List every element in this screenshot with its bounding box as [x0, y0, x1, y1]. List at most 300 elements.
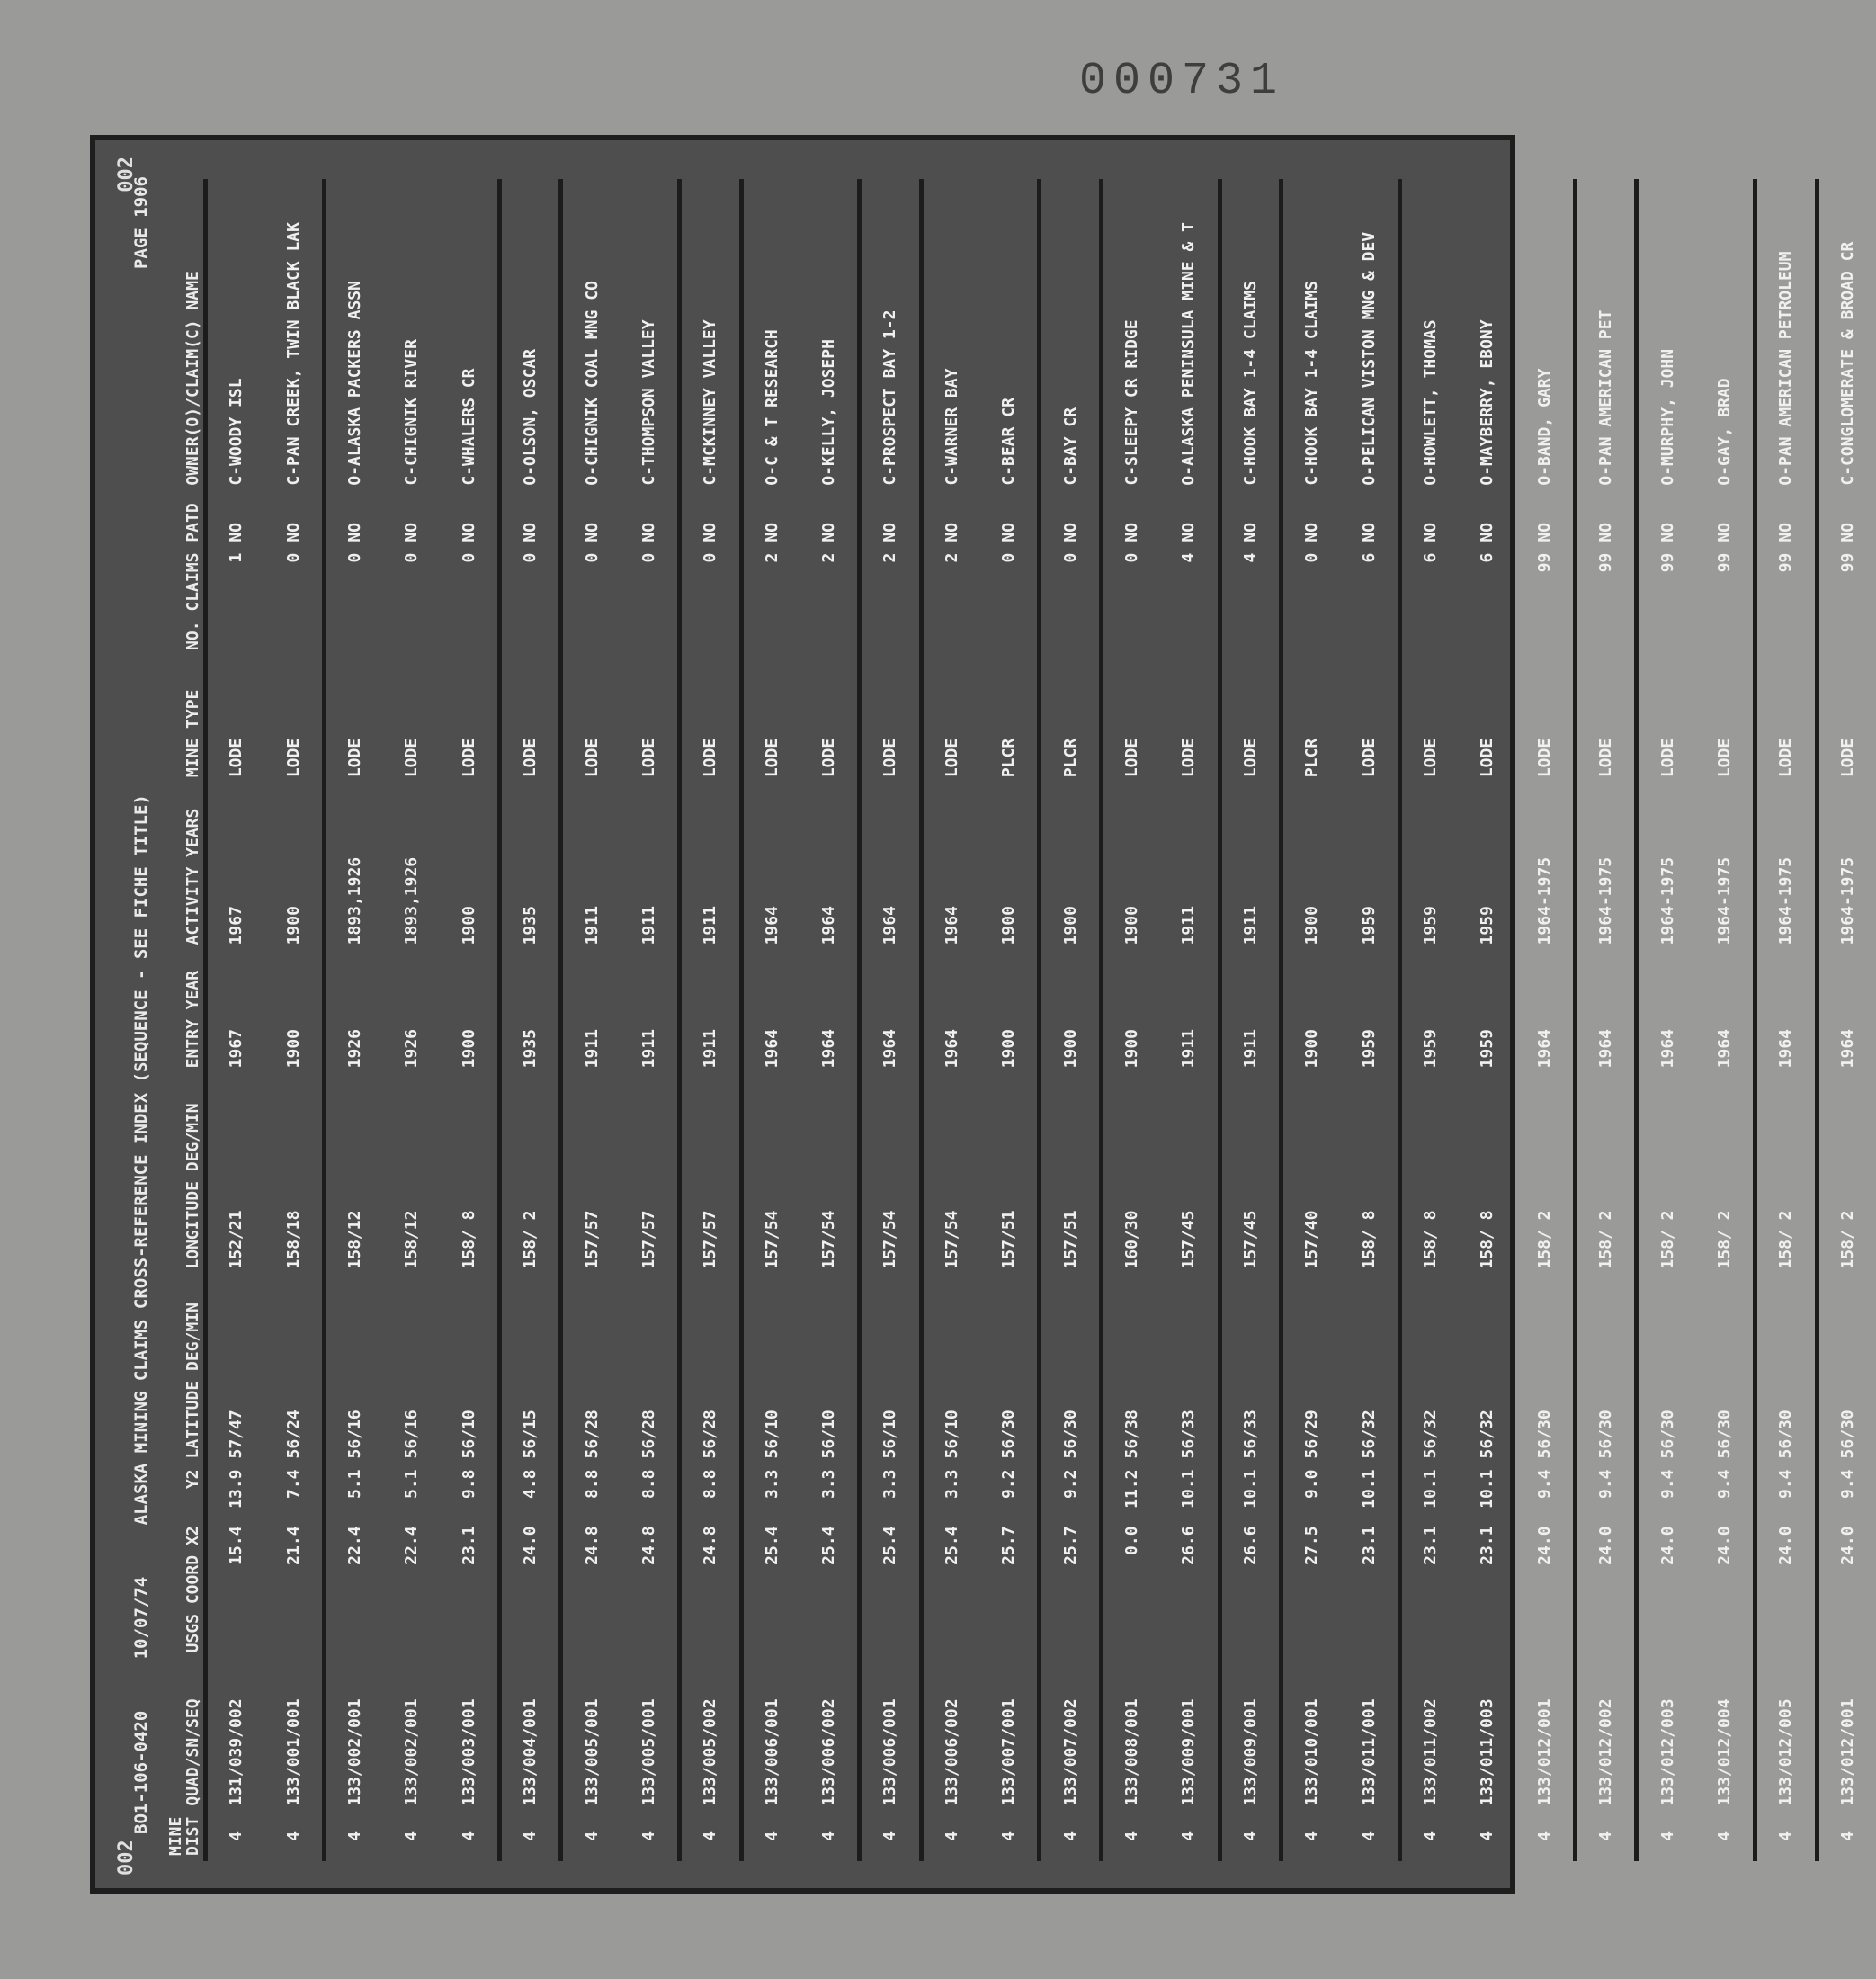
cell-mine-dist: 4: [499, 1812, 560, 1861]
cell-patd: NO: [942, 522, 961, 542]
cell-name: O-OLSON, OSCAR: [499, 179, 560, 491]
cell-x2: 15.4: [227, 1526, 246, 1565]
cell-quad: 133/012/002: [1575, 1677, 1636, 1811]
cell-name: C-PAN CREEK, TWIN BLACK LAK: [264, 179, 324, 491]
frame-number-right: 002: [115, 157, 138, 193]
col-usgs-x2: USGS COORD X2: [165, 1520, 206, 1677]
cell-latitude: 56/10: [762, 1410, 782, 1459]
cell-y2: 9.4: [1575, 1464, 1636, 1520]
cell-name: O-ALASKA PACKERS ASSN: [344, 281, 364, 486]
cell-entry-year: 1964: [1516, 950, 1576, 1073]
cell-no-claims: 6: [1478, 552, 1497, 563]
cell-activity-years: 1900: [264, 783, 324, 950]
table-row: [980, 179, 1040, 1861]
cell-entry-year: 1964: [1696, 950, 1755, 1073]
cell-quad: 133/010/001: [1302, 1698, 1322, 1806]
cell-quad: 133/005/001: [582, 1698, 602, 1806]
table-row: [621, 179, 680, 1861]
cell-mine-dist: 4: [264, 1812, 324, 1861]
cell-mine-dist: 4: [800, 1812, 860, 1861]
table-row: [324, 179, 383, 1861]
cell-y2: 8.8: [621, 1464, 680, 1520]
cell-no-claims: 4: [1160, 548, 1219, 671]
cell-no-claims: 0: [499, 548, 560, 671]
cell-name: C-SLEEPY CR RIDGE: [1122, 319, 1142, 486]
cell-y2: 8.8: [680, 1464, 741, 1520]
cell-patd: NO: [582, 522, 602, 542]
cell-mine-type: LODE: [942, 738, 961, 778]
table-row: [264, 179, 324, 1861]
cell-name: C-WOODY ISL: [227, 378, 246, 486]
cell-quad: 133/011/003: [1478, 1698, 1497, 1806]
cell-longitude: 158/ 8: [441, 1073, 500, 1274]
cell-mine-dist: 4: [1755, 1812, 1817, 1861]
cell-latitude: 56/29: [1302, 1410, 1322, 1459]
cell-mine-type: LODE: [1755, 671, 1817, 784]
cell-activity-years: 1911: [1160, 783, 1219, 950]
cell-mine-type: PLCR: [1040, 671, 1101, 784]
cell-longitude: 157/40: [1302, 1210, 1322, 1269]
cell-mine-type: LODE: [1160, 671, 1219, 784]
cell-mine-type: LODE: [1122, 738, 1142, 778]
cell-x2: 24.0: [1575, 1520, 1636, 1677]
cell-latitude: 56/33: [1219, 1275, 1281, 1464]
cell-entry-year: 1900: [980, 950, 1040, 1073]
cell-latitude: 56/30: [1837, 1410, 1857, 1459]
cell-x2: 23.1: [1340, 1520, 1399, 1677]
cell-mine-type: LODE: [441, 671, 500, 784]
cell-no-claims: 99: [1755, 548, 1817, 671]
col-no-claims: NO. CLAIMS: [165, 548, 206, 671]
cell-x2: 25.4: [800, 1520, 860, 1677]
cell-y2: 11.2: [1122, 1469, 1142, 1509]
cell-mine-type: LODE: [1340, 671, 1399, 784]
cell-longitude: 157/57: [582, 1210, 602, 1269]
cell-longitude: 157/54: [860, 1073, 921, 1274]
cell-quad: 133/006/002: [800, 1677, 860, 1811]
cell-activity-years: 1935: [499, 783, 560, 950]
cell-mine-type: LODE: [762, 738, 782, 778]
cell-latitude: 56/10: [800, 1275, 860, 1464]
cell-mine-dist: 4: [1657, 1831, 1677, 1841]
cell-entry-year: 1964: [1575, 950, 1636, 1073]
cell-no-claims: 6: [1340, 548, 1399, 671]
cell-patd: NO: [860, 491, 921, 548]
cell-mine-dist: 4: [1837, 1831, 1857, 1841]
cell-mine-dist: 4: [1122, 1831, 1142, 1841]
cell-quad: 133/005/001: [621, 1677, 680, 1811]
rotated-report: [95, 140, 1857, 1888]
cell-patd: NO: [800, 491, 860, 548]
cell-mine-dist: 4: [621, 1812, 680, 1861]
cell-quad: 133/007/001: [980, 1677, 1040, 1811]
cell-entry-year: 1964: [1837, 1028, 1857, 1069]
cell-entry-year: 1900: [441, 950, 500, 1073]
cell-patd: NO: [980, 491, 1040, 548]
cell-patd: NO: [1340, 491, 1399, 548]
cell-quad: 133/012/005: [1755, 1677, 1817, 1811]
cell-patd: NO: [1657, 522, 1677, 542]
cell-activity-years: 1959: [1421, 906, 1440, 945]
cell-mine-dist: 4: [1160, 1812, 1219, 1861]
table-row: [1101, 179, 1160, 1861]
cell-x2: 24.8: [680, 1520, 741, 1677]
table-row: [1040, 179, 1101, 1861]
cell-patd: NO: [1478, 522, 1497, 542]
cell-no-claims: 0: [1122, 552, 1142, 563]
cell-patd: NO: [499, 491, 560, 548]
cell-longitude: 158/ 8: [1340, 1073, 1399, 1274]
cell-y2: 3.3: [942, 1469, 961, 1499]
cell-activity-years: 1964-1975: [1575, 783, 1636, 950]
cell-name: C-THOMPSON VALLEY: [621, 179, 680, 491]
cell-no-claims: 99: [1657, 552, 1677, 573]
cell-longitude: 158/ 2: [499, 1073, 560, 1274]
cell-entry-year: 1959: [1478, 1028, 1497, 1069]
cell-longitude: 157/54: [762, 1210, 782, 1269]
cell-name: C-PROSPECT BAY 1-2: [860, 179, 921, 491]
cell-name: C-MCKINNEY VALLEY: [680, 179, 741, 491]
fiche-sheet: [90, 135, 1857, 1894]
cell-name: O-MURPHY, JOHN: [1657, 348, 1677, 486]
cell-entry-year: 1926: [402, 1028, 422, 1069]
cell-y2: 9.4: [1755, 1464, 1817, 1520]
cell-latitude: 57/47: [227, 1410, 246, 1459]
cell-y2: 10.1: [1160, 1464, 1219, 1520]
cell-activity-years: 1893,1926: [402, 856, 422, 945]
col-mine-type: MINE TYPE: [165, 671, 206, 784]
cell-y2: 10.1: [1421, 1469, 1440, 1509]
cell-activity-years: 1964: [860, 783, 921, 950]
cell-name: O-ALASKA PENINSULA MINE & T: [1160, 179, 1219, 491]
cell-latitude: 56/28: [582, 1410, 602, 1459]
cell-patd: NO: [680, 491, 741, 548]
cell-quad: 133/012/003: [1657, 1698, 1677, 1806]
cell-activity-years: 1911: [680, 783, 741, 950]
cell-latitude: 56/28: [621, 1275, 680, 1464]
cell-latitude: 56/28: [680, 1275, 741, 1464]
cell-name: C-HOOK BAY 1-4 CLAIMS: [1219, 179, 1281, 491]
cell-longitude: 157/45: [1160, 1073, 1219, 1274]
cell-mine-dist: 4: [582, 1831, 602, 1841]
cell-activity-years: 1964-1975: [1755, 783, 1817, 950]
cell-longitude: 157/54: [800, 1073, 860, 1274]
cell-x2: 27.5: [1302, 1526, 1322, 1565]
cell-quad: 133/009/001: [1219, 1677, 1281, 1811]
table-row: [499, 179, 560, 1861]
cell-mine-dist: 4: [1219, 1812, 1281, 1861]
cell-longitude: 152/21: [227, 1210, 246, 1269]
cell-entry-year: 1935: [499, 950, 560, 1073]
cell-mine-dist: 4: [1478, 1831, 1497, 1841]
cell-x2: 23.1: [441, 1520, 500, 1677]
cell-y2: 9.8: [441, 1464, 500, 1520]
cell-mine-type: LODE: [800, 671, 860, 784]
cell-x2: 24.0: [1755, 1520, 1817, 1677]
cell-x2: 23.1: [1478, 1526, 1497, 1565]
cell-mine-type: LODE: [1478, 738, 1497, 778]
cell-longitude: 158/ 2: [1696, 1073, 1755, 1274]
cell-quad: 133/006/001: [762, 1698, 782, 1806]
cell-latitude: 56/30: [1657, 1410, 1677, 1459]
table-row: [1219, 179, 1281, 1861]
table-row: [1755, 179, 1817, 1861]
cell-entry-year: 1964: [942, 1028, 961, 1069]
cell-activity-years: 1967: [227, 906, 246, 945]
cell-no-claims: 2: [800, 548, 860, 671]
cell-x2: 24.0: [1657, 1526, 1677, 1565]
cell-activity-years: 1964-1975: [1516, 783, 1576, 950]
cell-quad: 133/008/001: [1122, 1698, 1142, 1806]
cell-latitude: 56/30: [1040, 1275, 1101, 1464]
frame-stamp-number: 000731: [1078, 56, 1284, 107]
cell-latitude: 56/32: [1340, 1275, 1399, 1464]
cell-y2: 9.4: [1516, 1464, 1576, 1520]
cell-name: O-KELLY, JOSEPH: [800, 179, 860, 491]
cell-x2: 23.1: [1421, 1526, 1440, 1565]
cell-no-claims: 2: [942, 552, 961, 563]
cell-x2: 25.4: [942, 1526, 961, 1565]
col-mine-dist: MINE DIST: [165, 1812, 206, 1861]
cell-quad: 133/004/001: [499, 1677, 560, 1811]
cell-x2: 25.7: [1040, 1520, 1101, 1677]
cell-longitude: 158/ 2: [1837, 1210, 1857, 1269]
cell-latitude: 56/24: [264, 1275, 324, 1464]
cell-entry-year: 1900: [1302, 1028, 1322, 1069]
cell-mine-dist: 4: [1575, 1812, 1636, 1861]
cell-name: O-C & T RESEARCH: [762, 329, 782, 486]
cell-activity-years: 1959: [1478, 906, 1497, 945]
cell-latitude: 56/38: [1122, 1410, 1142, 1459]
cell-latitude: 56/32: [1421, 1410, 1440, 1459]
cell-patd: NO: [762, 522, 782, 542]
cell-name: O-PAN AMERICAN PETROLEUM: [1755, 179, 1817, 491]
cell-activity-years: 1964: [800, 783, 860, 950]
cell-entry-year: 1959: [1340, 950, 1399, 1073]
cell-patd: NO: [1696, 491, 1755, 548]
report-header: [131, 753, 151, 1834]
cell-entry-year: 1964: [762, 1028, 782, 1069]
cell-quad: 133/002/001: [402, 1698, 422, 1806]
table-row: [1459, 179, 1515, 1861]
cell-patd: NO: [1219, 491, 1281, 548]
col-patd: PATD: [165, 491, 206, 548]
cell-x2: 24.0: [1837, 1526, 1857, 1565]
cell-quad: 133/002/001: [344, 1698, 364, 1806]
table-row: [741, 179, 800, 1861]
cell-y2: 9.2: [1040, 1464, 1101, 1520]
cell-no-claims: 99: [1516, 548, 1576, 671]
cell-longitude: 157/51: [1040, 1073, 1101, 1274]
cell-name: C-CHIGNIK RIVER: [402, 339, 422, 486]
cell-mine-type: LODE: [499, 671, 560, 784]
table-row: [1637, 179, 1696, 1861]
cell-entry-year: 1900: [264, 950, 324, 1073]
cell-name: C-WHALERS CR: [441, 179, 500, 491]
cell-quad: 133/012/001: [1516, 1677, 1576, 1811]
cell-name: O-PELICAN VISTON MNG & DEV: [1340, 179, 1399, 491]
cell-mine-dist: 4: [762, 1831, 782, 1841]
cell-activity-years: 1964: [762, 906, 782, 945]
cell-mine-dist: 4: [1421, 1831, 1440, 1841]
cell-latitude: 56/30: [1696, 1275, 1755, 1464]
cell-entry-year: 1964: [800, 950, 860, 1073]
cell-x2: 21.4: [264, 1520, 324, 1677]
table-row: [860, 179, 921, 1861]
cell-mine-type: LODE: [860, 671, 921, 784]
cell-patd: NO: [1755, 491, 1817, 548]
cell-y2: 3.3: [860, 1464, 921, 1520]
cell-longitude: 158/18: [264, 1073, 324, 1274]
cell-quad: 133/005/002: [680, 1677, 741, 1811]
cell-entry-year: 1959: [1421, 1028, 1440, 1069]
cell-activity-years: 1900: [1040, 783, 1101, 950]
cell-activity-years: 1964: [942, 906, 961, 945]
cell-mine-dist: 4: [942, 1831, 961, 1841]
cell-mine-type: LODE: [1837, 738, 1857, 778]
table-row: [383, 179, 440, 1861]
cell-mine-type: LODE: [582, 738, 602, 778]
cell-y2: 10.1: [1478, 1469, 1497, 1509]
table-row: [921, 179, 980, 1861]
cell-no-claims: 99: [1575, 548, 1636, 671]
cell-patd: NO: [344, 522, 364, 542]
col-owner-claim-name: OWNER(O)/CLAIM(C) NAME: [165, 179, 206, 491]
cell-patd: NO: [621, 491, 680, 548]
cell-patd: NO: [1122, 522, 1142, 542]
cell-no-claims: 0: [621, 548, 680, 671]
cell-y2: 9.0: [1302, 1469, 1322, 1499]
cell-activity-years: 1964-1975: [1657, 856, 1677, 945]
cell-mine-type: LODE: [227, 738, 246, 778]
table-row: [800, 179, 860, 1861]
cell-activity-years: 1900: [1122, 906, 1142, 945]
cell-name: C-BEAR CR: [980, 179, 1040, 491]
cell-quad: 131/039/002: [227, 1698, 246, 1806]
cell-entry-year: 1967: [227, 1028, 246, 1069]
cell-quad: 133/011/002: [1421, 1698, 1440, 1806]
cell-patd: NO: [1040, 491, 1101, 548]
cell-longitude: 157/54: [942, 1210, 961, 1269]
cell-activity-years: 1900: [1302, 906, 1322, 945]
cell-quad: 133/006/002: [942, 1698, 961, 1806]
cell-mine-dist: 4: [1516, 1812, 1576, 1861]
cell-no-claims: 99: [1837, 552, 1857, 573]
cell-entry-year: 1964: [1657, 1028, 1677, 1069]
cell-latitude: 56/16: [344, 1410, 364, 1459]
cell-patd: NO: [1575, 491, 1636, 548]
cell-quad: 133/012/004: [1696, 1677, 1755, 1811]
cell-y2: 10.1: [1219, 1464, 1281, 1520]
cell-no-claims: 0: [344, 552, 364, 563]
cell-name: O-PAN AMERICAN PET: [1575, 179, 1636, 491]
frame-number-left: 002: [115, 1840, 138, 1876]
cell-no-claims: 1: [227, 552, 246, 563]
cell-no-claims: 0: [980, 548, 1040, 671]
cell-latitude: 56/30: [1575, 1275, 1636, 1464]
table-row: [1340, 179, 1399, 1861]
cell-name: O-BAND, GARY: [1516, 179, 1576, 491]
cell-name: O-GAY, BRAD: [1696, 179, 1755, 491]
cell-mine-dist: 4: [441, 1812, 500, 1861]
cell-mine-type: LODE: [1421, 738, 1440, 778]
cell-entry-year: 1911: [582, 1028, 602, 1069]
cell-longitude: 158/12: [344, 1210, 364, 1269]
cell-latitude: 56/10: [942, 1410, 961, 1459]
table-row: [1575, 179, 1636, 1861]
cell-mine-dist: 4: [1340, 1812, 1399, 1861]
cell-entry-year: 1911: [680, 950, 741, 1073]
cell-no-claims: 0: [1302, 552, 1322, 563]
table-row: [1696, 179, 1755, 1861]
cell-patd: NO: [1516, 491, 1576, 548]
cell-quad: 133/012/001: [1837, 1698, 1857, 1806]
cell-mine-type: LODE: [1219, 671, 1281, 784]
cell-mine-dist: 4: [680, 1812, 741, 1861]
cell-entry-year: 1926: [344, 1028, 364, 1069]
cell-x2: 24.8: [582, 1526, 602, 1565]
cell-no-claims: 0: [264, 548, 324, 671]
cell-patd: NO: [1160, 491, 1219, 548]
table-row: [1817, 179, 1876, 1861]
cell-no-claims: 2: [860, 548, 921, 671]
cell-name: O-CHIGNIK COAL MNG CO: [582, 281, 602, 486]
cell-x2: 24.0: [1696, 1520, 1755, 1677]
table-row: [1160, 179, 1219, 1861]
cell-latitude: 56/16: [402, 1410, 422, 1459]
table-row: [680, 179, 741, 1861]
cell-patd: NO: [227, 522, 246, 542]
cell-y2: 9.2: [980, 1464, 1040, 1520]
cell-y2: 5.1: [402, 1469, 422, 1499]
table-body: [206, 179, 1876, 1861]
cell-mine-dist: 4: [1302, 1831, 1322, 1841]
cell-y2: 7.4: [264, 1464, 324, 1520]
cell-longitude: 158/ 2: [1575, 1073, 1636, 1274]
cell-name: C-WARNER BAY: [942, 368, 961, 486]
cell-mine-type: LODE: [1657, 738, 1677, 778]
cell-quad: 133/006/001: [860, 1677, 921, 1811]
report-id: BO1-106-0420: [131, 1710, 151, 1834]
cell-mine-dist: 4: [227, 1831, 246, 1841]
cell-mine-type: LODE: [621, 671, 680, 784]
cell-x2: 25.4: [860, 1520, 921, 1677]
cell-quad: 133/003/001: [441, 1677, 500, 1811]
cell-y2: 10.1: [1340, 1464, 1399, 1520]
cell-activity-years: 1964-1975: [1696, 783, 1755, 950]
cell-mine-type: PLCR: [980, 671, 1040, 784]
cell-y2: 8.8: [582, 1469, 602, 1499]
col-activity-years: ACTIVITY YEARS: [165, 783, 206, 950]
cell-entry-year: 1911: [621, 950, 680, 1073]
table-row: [1516, 179, 1576, 1861]
cell-patd: NO: [1421, 522, 1440, 542]
cell-y2: 9.4: [1696, 1464, 1755, 1520]
cell-longitude: 158/ 2: [1516, 1073, 1576, 1274]
cell-mine-dist: 4: [344, 1831, 364, 1841]
cell-mine-type: LODE: [680, 671, 741, 784]
cell-mine-dist: 4: [402, 1831, 422, 1841]
col-entry-year: ENTRY YEAR: [165, 950, 206, 1073]
cell-longitude: 158/12: [402, 1210, 422, 1269]
cell-y2: 4.8: [499, 1464, 560, 1520]
cell-mine-type: LODE: [1575, 671, 1636, 784]
cell-mine-dist: 4: [1696, 1812, 1755, 1861]
cell-x2: 24.8: [621, 1520, 680, 1677]
cell-activity-years: 1911: [621, 783, 680, 950]
col-quad-sn-seq: QUAD/SN/SEQ: [165, 1677, 206, 1811]
cell-name: O-HOWLETT, THOMAS: [1421, 319, 1440, 486]
